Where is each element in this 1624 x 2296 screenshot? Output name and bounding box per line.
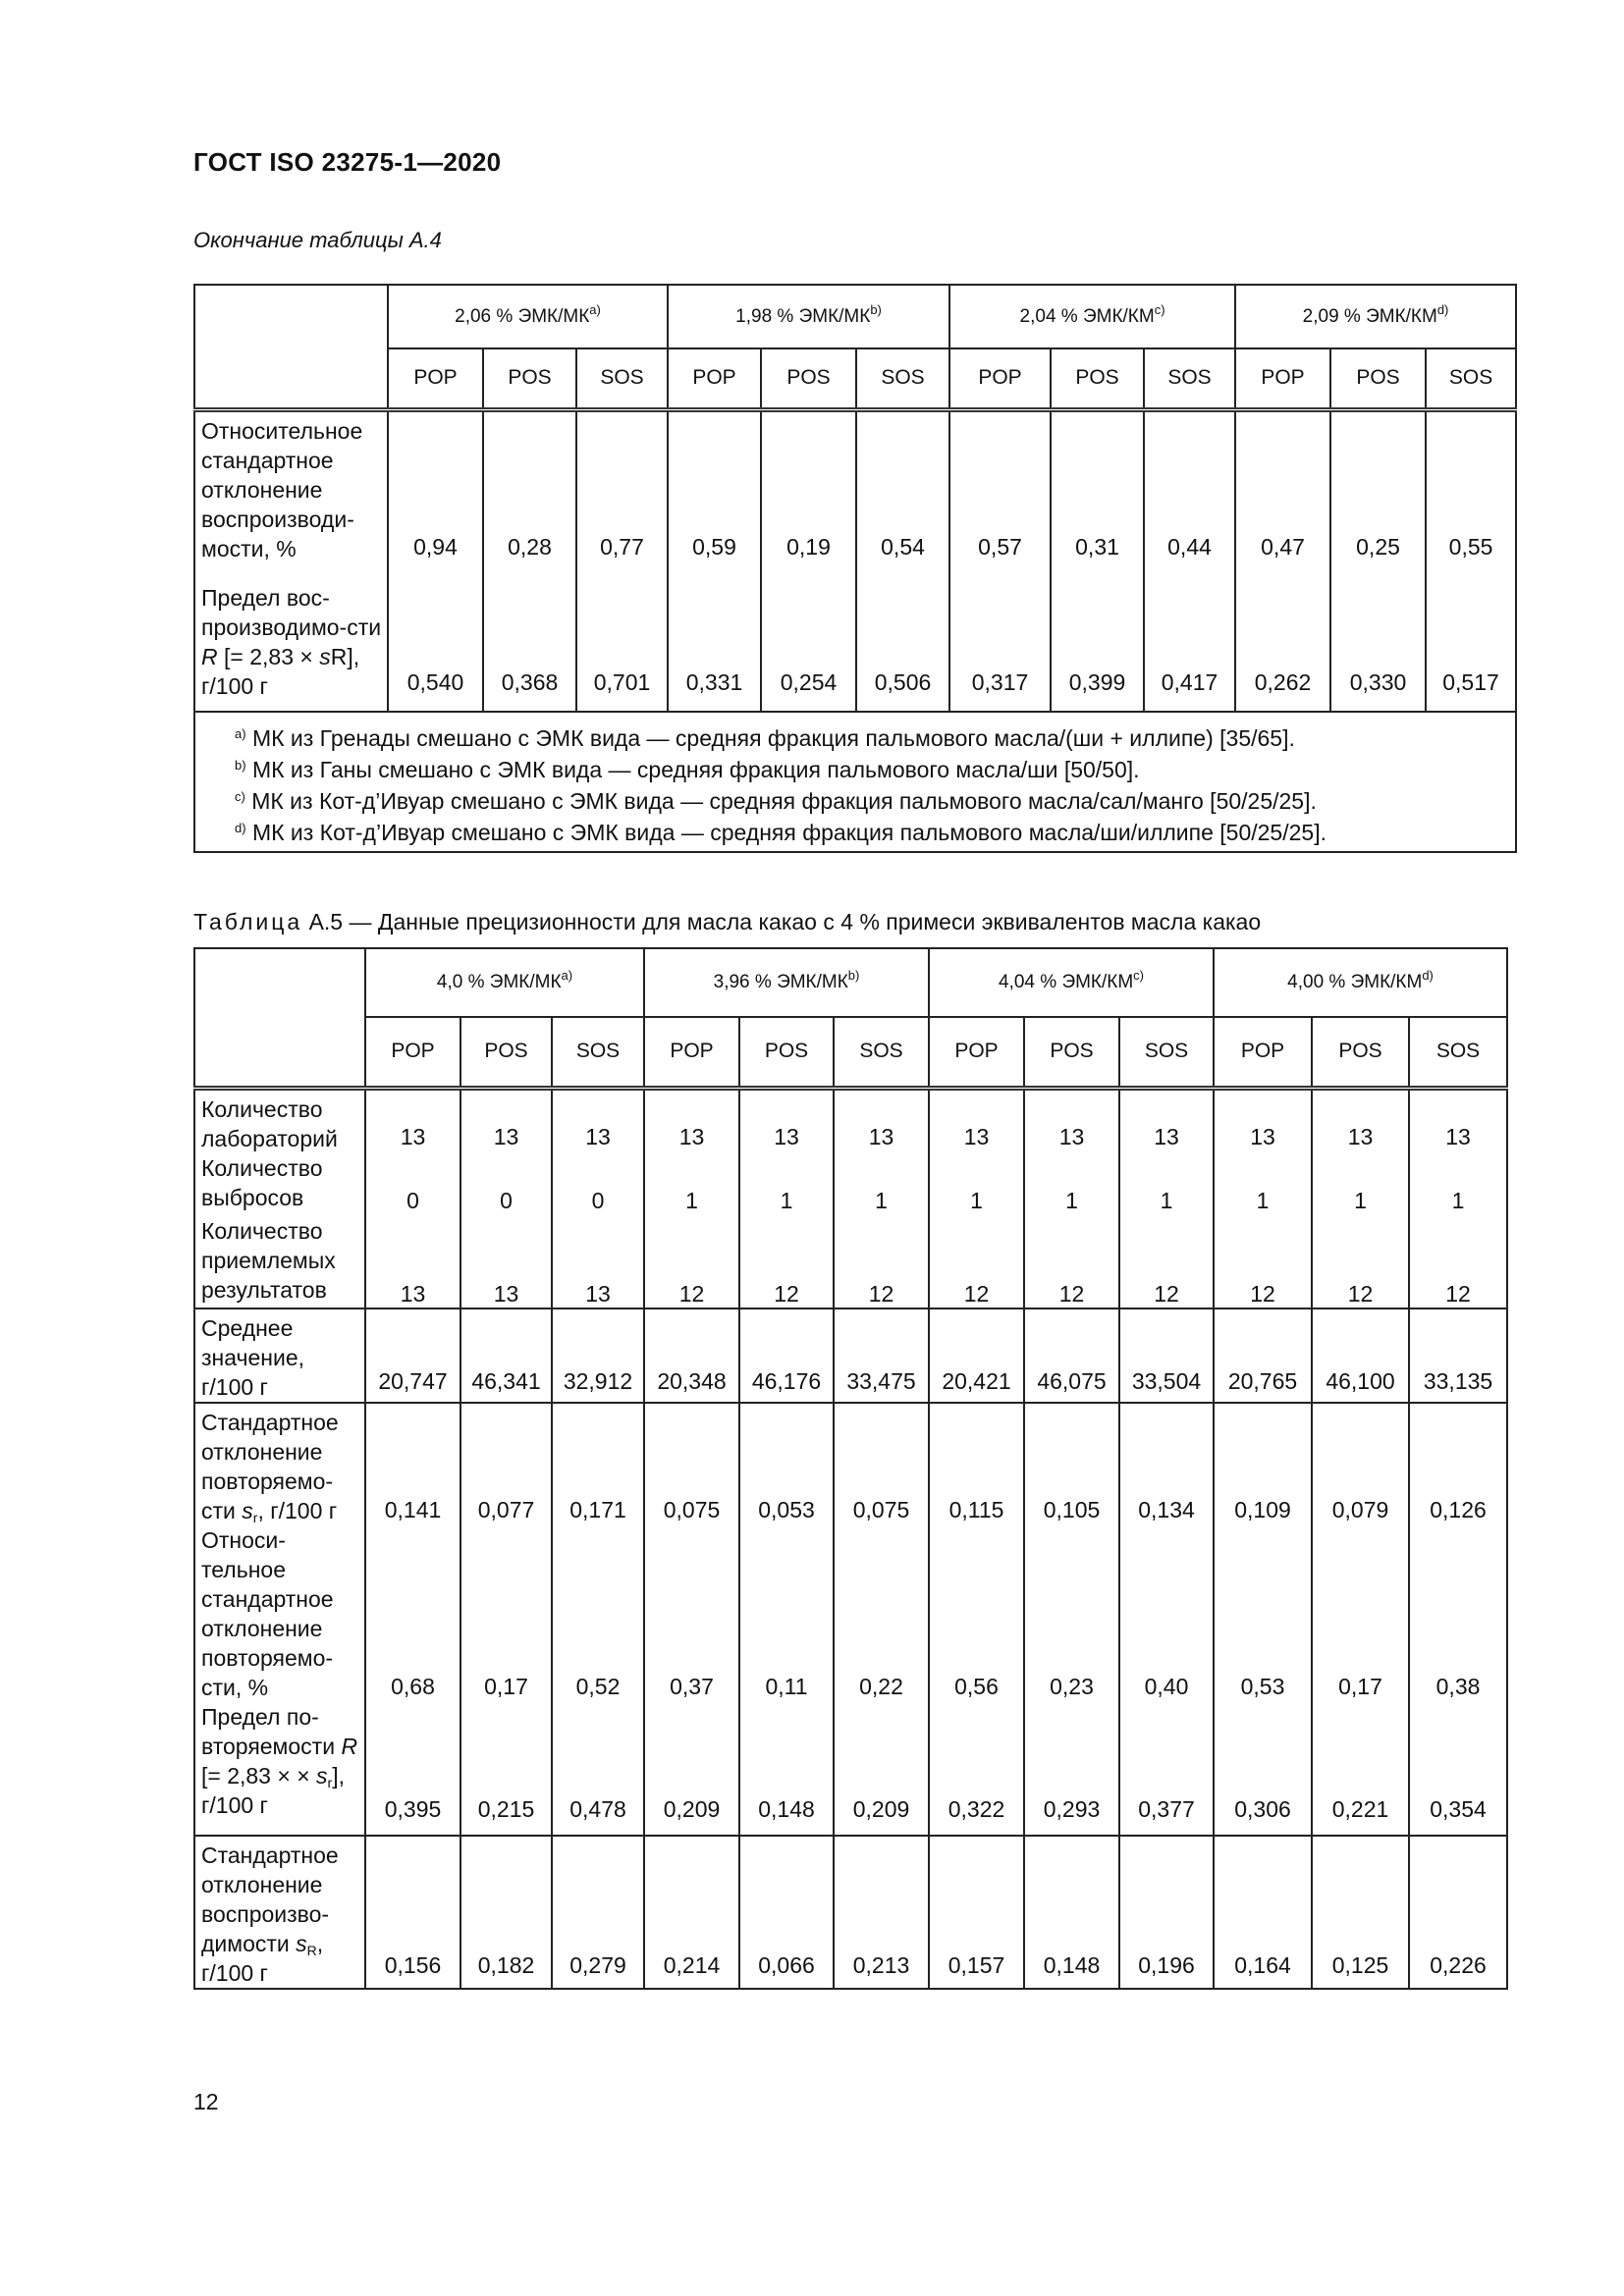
value-cell: 13 1 12 bbox=[1312, 1088, 1409, 1308]
subcolumn-header: POP bbox=[644, 1017, 739, 1088]
table-a4-continuation-caption: Окончание таблицы А.4 bbox=[193, 228, 442, 252]
group-header: 2,04 % ЭМК/КМ$^{c)}$ bbox=[949, 285, 1235, 348]
subcolumn-header: POP bbox=[929, 1017, 1024, 1088]
subcolumn-header: POS bbox=[483, 348, 576, 409]
value-cell: 13 1 12 bbox=[1409, 1088, 1507, 1308]
row-label-mean: Среднее значение, г/100 г bbox=[194, 1308, 365, 1403]
value-cell: 46,075 bbox=[1024, 1308, 1119, 1403]
value-cell: 0,25 0,330 bbox=[1330, 409, 1426, 712]
value-cell: 0,053 0,11 0,148 bbox=[739, 1403, 834, 1836]
value-cell: 0,171 0,52 0,478 bbox=[552, 1403, 644, 1836]
value-cell: 13 1 12 bbox=[644, 1088, 739, 1308]
value-cell: 0,94 0,540 bbox=[388, 409, 483, 712]
subcolumn-header: SOS bbox=[1144, 348, 1235, 409]
value-cell: 0,109 0,53 0,306 bbox=[1214, 1403, 1312, 1836]
group-header: 1,98 % ЭМК/МК$^{b)}$ bbox=[668, 285, 949, 348]
value-cell: 0,164 bbox=[1214, 1836, 1312, 1989]
subcolumn-header: SOS bbox=[1119, 1017, 1214, 1088]
value-cell: 46,100 bbox=[1312, 1308, 1409, 1403]
group-header: 2,06 % ЭМК/МК$^{a)}$ bbox=[388, 285, 668, 348]
value-cell: 13 1 12 bbox=[1024, 1088, 1119, 1308]
table-a5 bbox=[193, 947, 1508, 1990]
value-cell: 33,135 bbox=[1409, 1308, 1507, 1403]
value-cell: 13 0 13 bbox=[365, 1088, 460, 1308]
value-cell: 0,214 bbox=[644, 1836, 739, 1989]
group-header: 2,09 % ЭМК/КМ$^{d)}$ bbox=[1235, 285, 1516, 348]
document-header: ГОСТ ISO 23275-1—2020 bbox=[193, 147, 502, 177]
subcolumn-header: POS bbox=[1312, 1017, 1409, 1088]
value-cell: 0,182 bbox=[460, 1836, 552, 1989]
subcolumn-header: SOS bbox=[552, 1017, 644, 1088]
value-cell: 0,141 0,68 0,395 bbox=[365, 1403, 460, 1836]
row-label-outlier-count: Количество выбросов bbox=[201, 1154, 323, 1210]
row-label-sd-repeatability: Стандартное отклонение повторяемо-сти $s_r$, г/100 г bbox=[201, 1409, 339, 1525]
row-label-stack bbox=[194, 1403, 365, 1836]
value-cell: 0,54 0,506 bbox=[856, 409, 949, 712]
footnote: $^{a)}$ МК из Гренады смешано с ЭМК вида — средняя фракция пальмового масла/(ши + иллипе) [35/65]. bbox=[235, 725, 1295, 751]
value-cell: 33,504 bbox=[1119, 1308, 1214, 1403]
value-cell: 20,765 bbox=[1214, 1308, 1312, 1403]
value-cell: 20,747 bbox=[365, 1308, 460, 1403]
value-cell: 0,134 0,40 0,377 bbox=[1119, 1403, 1214, 1836]
subcolumn-header: POS bbox=[460, 1017, 552, 1088]
subcolumn-header: POP bbox=[365, 1017, 460, 1088]
value-cell: 0,31 0,399 bbox=[1051, 409, 1144, 712]
value-cell: 0,55 0,517 bbox=[1426, 409, 1516, 712]
value-cell: 0,196 bbox=[1119, 1836, 1214, 1989]
value-cell: 20,348 bbox=[644, 1308, 739, 1403]
subcolumn-header: SOS bbox=[1409, 1017, 1507, 1088]
value-cell: 46,341 bbox=[460, 1308, 552, 1403]
row-label-repeatability-limit: Предел по-вторяемости R [= 2,83 × × $s_r$], г/100 г bbox=[201, 1703, 358, 1818]
value-cell: 46,176 bbox=[739, 1308, 834, 1403]
subcolumn-header: POS bbox=[1330, 348, 1426, 409]
value-cell: 0,47 0,262 bbox=[1235, 409, 1330, 712]
value-cell: 32,912 bbox=[552, 1308, 644, 1403]
value-cell: 0,57 0,317 bbox=[949, 409, 1051, 712]
page-number: 12 bbox=[193, 2089, 219, 2114]
value-cell: 0,125 bbox=[1312, 1836, 1409, 1989]
value-cell: 0,148 bbox=[1024, 1836, 1119, 1989]
value-cell: 13 1 12 bbox=[929, 1088, 1024, 1308]
value-cell: 0,28 0,368 bbox=[483, 409, 576, 712]
subcolumn-header: POP bbox=[949, 348, 1051, 409]
value-cell: 13 1 12 bbox=[1214, 1088, 1312, 1308]
value-cell: 13 0 13 bbox=[552, 1088, 644, 1308]
value-cell: 13 1 12 bbox=[1119, 1088, 1214, 1308]
subcolumn-header: POP bbox=[1235, 348, 1330, 409]
footnote: $^{d)}$ МК из Кот-д’Ивуар смешано с ЭМК вида — средняя фракция пальмового масла/ши/иллипе [50/25/25]. bbox=[235, 820, 1326, 845]
value-cell: 0,075 0,37 0,209 bbox=[644, 1403, 739, 1836]
row-label-accepted-count: Количество приемлемых результатов bbox=[201, 1217, 336, 1303]
subcolumn-header: POP bbox=[668, 348, 761, 409]
row-label-lab-count: Количество лабораторий bbox=[201, 1095, 338, 1151]
value-cell: 13 1 12 bbox=[834, 1088, 929, 1308]
value-cell: 0,77 0,701 bbox=[576, 409, 668, 712]
group-header: 4,00 % ЭМК/КМ$^{d)}$ bbox=[1214, 948, 1507, 1017]
value-cell: 0,115 0,56 0,322 bbox=[929, 1403, 1024, 1836]
table-corner-cell bbox=[194, 948, 365, 1088]
subcolumn-header: POS bbox=[1024, 1017, 1119, 1088]
footnote: $^{b)}$ МК из Ганы смешано с ЭМК вида — средняя фракция пальмового масла/ши [50/50]. bbox=[235, 757, 1140, 782]
footnote: $^{c)}$ МК из Кот-д’Ивуар смешано с ЭМК вида — средняя фракция пальмового масла/сал/манго [50/25/25]. bbox=[235, 788, 1317, 814]
value-cell: 0,077 0,17 0,215 bbox=[460, 1403, 552, 1836]
value-cell: 0,226 bbox=[1409, 1836, 1507, 1989]
value-cell: 13 1 12 bbox=[739, 1088, 834, 1308]
row-label-reproducibility-limit: Предел вос-производимо-сти R [= 2,83 × sR], г/100 г bbox=[201, 584, 382, 699]
group-header: 4,0 % ЭМК/МК$^{a)}$ bbox=[365, 948, 644, 1017]
value-cell: 20,421 bbox=[929, 1308, 1024, 1403]
value-cell: 0,066 bbox=[739, 1836, 834, 1989]
subcolumn-header: SOS bbox=[834, 1017, 929, 1088]
subcolumn-header: POS bbox=[761, 348, 856, 409]
subcolumn-header: POS bbox=[1051, 348, 1144, 409]
value-cell: 13 0 13 bbox=[460, 1088, 552, 1308]
value-cell: 0,59 0,331 bbox=[668, 409, 761, 712]
value-cell: 0,44 0,417 bbox=[1144, 409, 1235, 712]
value-cell: 0,213 bbox=[834, 1836, 929, 1989]
value-cell: 0,157 bbox=[929, 1836, 1024, 1989]
table-footnotes bbox=[194, 712, 1516, 852]
value-cell: 0,156 bbox=[365, 1836, 460, 1989]
value-cell: 0,279 bbox=[552, 1836, 644, 1989]
row-label-stack bbox=[194, 1088, 365, 1308]
group-header: 4,04 % ЭМК/КМ$^{c)}$ bbox=[929, 948, 1214, 1017]
subcolumn-header: SOS bbox=[856, 348, 949, 409]
subcolumn-header: POS bbox=[739, 1017, 834, 1088]
subcolumn-header: SOS bbox=[576, 348, 668, 409]
group-header: 3,96 % ЭМК/МК$^{b)}$ bbox=[644, 948, 929, 1017]
table-corner-cell bbox=[194, 285, 388, 409]
table-a5-caption: Таблица А.5 — Данные прецизионности для масла какао с 4 % примеси эквивалентов масла какао bbox=[193, 909, 1262, 934]
value-cell: 0,19 0,254 bbox=[761, 409, 856, 712]
subcolumn-header: POP bbox=[1214, 1017, 1312, 1088]
table-a4 bbox=[193, 284, 1517, 853]
row-label-rsd-reproducibility: Относительное стандартное отклонение воспроизводи-мости, % bbox=[201, 417, 363, 561]
row-label-stack bbox=[194, 409, 388, 712]
row-label-sd-reproducibility: Стандартное отклонение воспроизво-димости $s_R$, г/100 г bbox=[194, 1836, 365, 1989]
value-cell: 0,126 0,38 0,354 bbox=[1409, 1403, 1507, 1836]
value-cell: 0,105 0,23 0,293 bbox=[1024, 1403, 1119, 1836]
subcolumn-header: POP bbox=[388, 348, 483, 409]
value-cell: 0,079 0,17 0,221 bbox=[1312, 1403, 1409, 1836]
subcolumn-header: SOS bbox=[1426, 348, 1516, 409]
row-label-rsd-repeatability: Относи-тельное стандартное отклонение повторяемо-сти, % bbox=[201, 1526, 334, 1700]
value-cell: 33,475 bbox=[834, 1308, 929, 1403]
value-cell: 0,075 0,22 0,209 bbox=[834, 1403, 929, 1836]
